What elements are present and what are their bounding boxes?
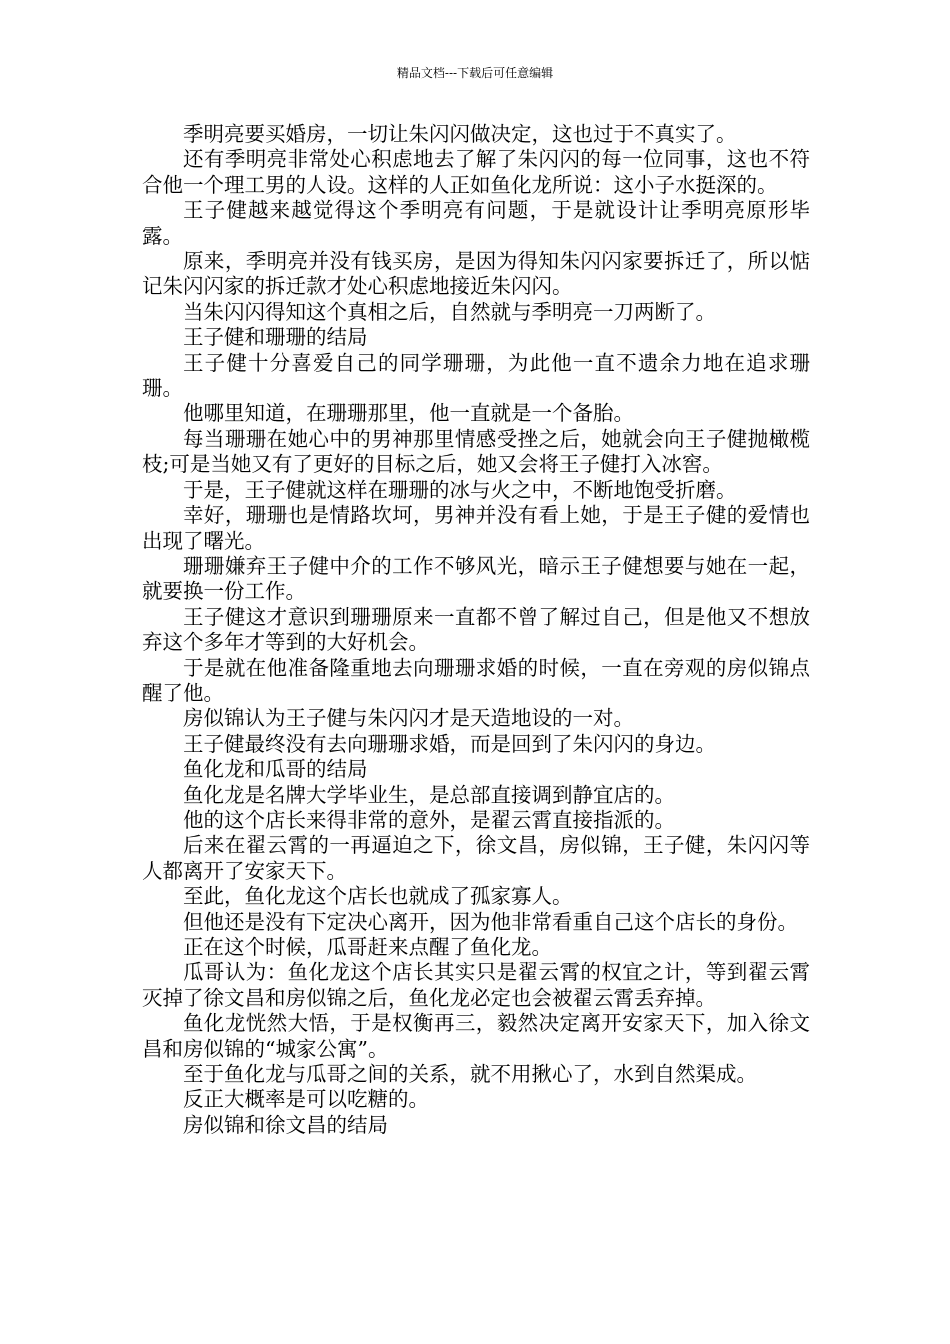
- paragraph: 后来在翟云霄的一再逼迫之下，徐文昌，房似锦，王子健，朱闪闪等人都离开了安家天下。: [142, 833, 810, 883]
- page-header: 精品文档---下载后可任意编辑: [396, 66, 554, 80]
- paragraph: 他的这个店长来得非常的意外，是翟云霄直接指派的。: [183, 807, 675, 832]
- paragraph: 王子健十分喜爱自己的同学珊珊，为此他一直不遗余力地在追求珊珊。: [142, 350, 810, 401]
- section-heading: 王子健和珊珊的结局: [183, 325, 368, 350]
- paragraph: 房似锦认为王子健与朱闪闪才是天造地设的一对。: [183, 706, 634, 731]
- document-body: [142, 122, 810, 1138]
- paragraph: 至此，鱼化龙这个店长也就成了孤家寡人。: [183, 884, 573, 909]
- paragraph: 于是，王子健就这样在珊珊的冰与火之中，不断地饱受折磨。: [183, 477, 737, 502]
- paragraph: 珊珊嫌弃王子健中介的工作不够风光，暗示王子健想要与她在一起，就要换一份工作。: [142, 553, 810, 604]
- paragraph: 至于鱼化龙与瓜哥之间的关系，就不用揪心了，水到自然渠成。: [183, 1062, 757, 1087]
- paragraph: 他哪里知道，在珊珊那里，他一直就是一个备胎。: [183, 401, 634, 426]
- paragraph: 反正大概率是可以吃糖的。: [183, 1087, 429, 1112]
- paragraph: 鱼化龙恍然大悟，于是权衡再三，毅然决定离开安家天下，加入徐文昌和房似锦的“城家公寓”。: [142, 1011, 810, 1061]
- paragraph: 原来，季明亮并没有钱买房，是因为得知朱闪闪家要拆迁了，所以惦记朱闪闪家的拆迁款才处心积虑地接近朱闪闪。: [142, 249, 810, 299]
- paragraph: 正在这个时候，瓜哥赶来点醒了鱼化龙。: [183, 935, 552, 959]
- section-heading: 房似锦和徐文昌的结局: [183, 1112, 388, 1137]
- paragraph: 幸好，珊珊也是情路坎坷，男神并没有看上她，于是王子健的爱情也出现了曙光。: [142, 503, 810, 553]
- paragraph: 于是就在他准备隆重地去向珊珊求婚的时候，一直在旁观的房似锦点醒了他。: [142, 655, 810, 705]
- paragraph: 王子健这才意识到珊珊原来一直都不曾了解过自己，但是他又不想放弃这个多年才等到的大好机会。: [142, 604, 810, 655]
- paragraph: 但他还是没有下定决心离开，因为他非常看重自己这个店长的身份。: [183, 909, 798, 934]
- paragraph: 当朱闪闪得知这个真相之后，自然就与季明亮一刀两断了。: [183, 299, 716, 324]
- paragraph: 每当珊珊在她心中的男神那里情感受挫之后，她就会向王子健抛橄榄枝;可是当她又有了更好的目标之后，她又会将王子健打入冰窖。: [142, 426, 810, 477]
- paragraph: 还有季明亮非常处心积虑地去了解了朱闪闪的每一位同事，这也不符合他一个理工男的人设。这样的人正如鱼化龙所说：这小子水挺深的。: [142, 147, 810, 197]
- paragraph: 王子健越来越觉得这个季明亮有问题，于是就设计让季明亮原形毕露。: [142, 198, 810, 248]
- paragraph: 鱼化龙是名牌大学毕业生，是总部直接调到静宜店的。: [183, 782, 675, 807]
- section-heading: 鱼化龙和瓜哥的结局: [183, 757, 368, 782]
- paragraph: 瓜哥认为：鱼化龙这个店长其实只是翟云霄的权宜之计，等到翟云霄灭掉了徐文昌和房似锦之后，鱼化龙必定也会被翟云霄丢弃掉。: [142, 960, 810, 1010]
- paragraph: 王子健最终没有去向珊珊求婚，而是回到了朱闪闪的身边。: [183, 731, 716, 756]
- paragraph: 季明亮要买婚房，一切让朱闪闪做决定，这也过于不真实了。: [183, 122, 737, 146]
